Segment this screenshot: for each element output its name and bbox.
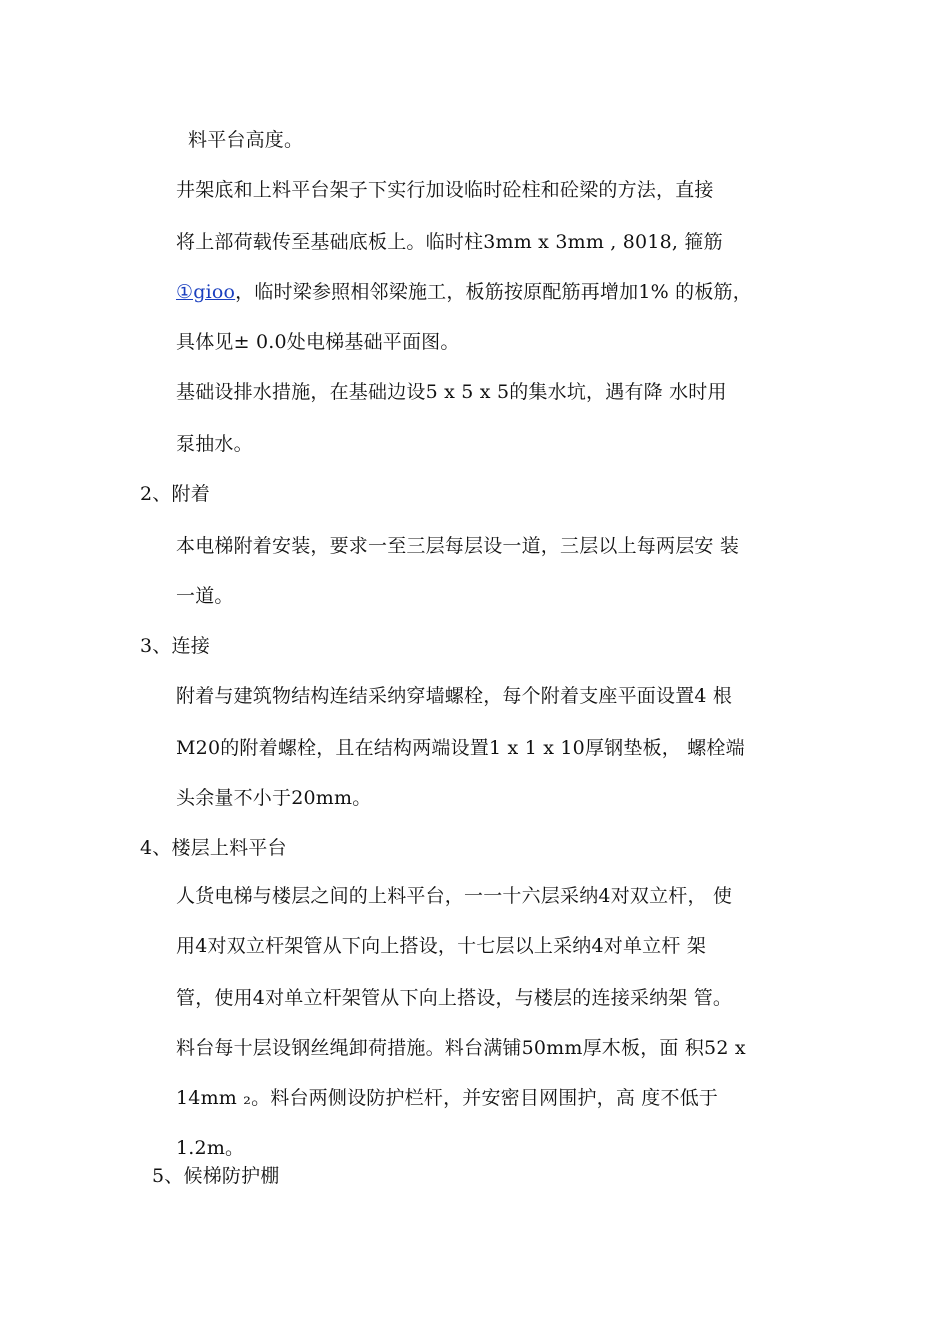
intro-line-4-text: ，临时梁参照相邻梁施工，板筋按原配筋再增加1% 的板筋， (235, 281, 752, 303)
section-4-line-4: 料台每十层设钢丝绳卸荷措施。料台满铺50mm厚木板，面 积52 x (176, 1037, 746, 1059)
section-3-line-3: 头余量不小于20mm。 (176, 787, 372, 809)
intro-line-1: 料平台高度。 (188, 129, 304, 151)
section-2-line-1: 本电梯附着安装，要求一至三层每层设一道，三层以上每两层安 装 (176, 535, 740, 557)
section-5-heading: 5、候梯防护棚 (152, 1165, 280, 1187)
section-4-line-2: 用4对双立杆架管从下向上搭设，十七层以上采纳4对单立杆 架 (176, 935, 707, 957)
intro-line-6: 基础设排水措施，在基础边设5 x 5 x 5的集水坑，遇有降 水时用 (176, 381, 727, 403)
intro-line-3: 将上部荷载传至基础底板上。临时柱3mm x 3mm , 8018, 箍筋 (176, 231, 723, 253)
section-4-line-6: 1.2m。 (176, 1137, 245, 1159)
section-4-line-1: 人货电梯与楼层之间的上料平台，一一十六层采纳4对双立杆， 使 (176, 885, 733, 907)
section-4-line-5: 14mm ₂。料台两侧设防护栏杆，并安密目网围护，高 度不低于 (176, 1087, 719, 1109)
intro-line-4 (176, 280, 752, 304)
section-3-heading: 3、连接 (140, 635, 210, 657)
section-3-line-2: M20的附着螺栓，且在结构两端设置1 x 1 x 10厚钢垫板， 螺栓端 (176, 737, 745, 759)
intro-line-5: 具体见± 0.0处电梯基础平面图。 (176, 331, 460, 353)
intro-line-2: 井架底和上料平台架子下实行加设临时砼柱和砼梁的方法，直接 (176, 179, 714, 201)
section-2-line-2: 一道。 (176, 585, 234, 607)
section-2-heading: 2、附着 (140, 483, 210, 505)
reference-link[interactable]: ①gioo (176, 281, 236, 303)
intro-line-7: 泵抽水。 (176, 433, 253, 455)
section-3-line-1: 附着与建筑物结构连结采纳穿墙螺栓，每个附着支座平面设置4 根 (176, 685, 733, 707)
section-4-line-3: 管，使用4对单立杆架管从下向上搭设，与楼层的连接采纳架 管。 (176, 987, 733, 1009)
section-4-heading: 4、楼层上料平台 (140, 837, 287, 859)
